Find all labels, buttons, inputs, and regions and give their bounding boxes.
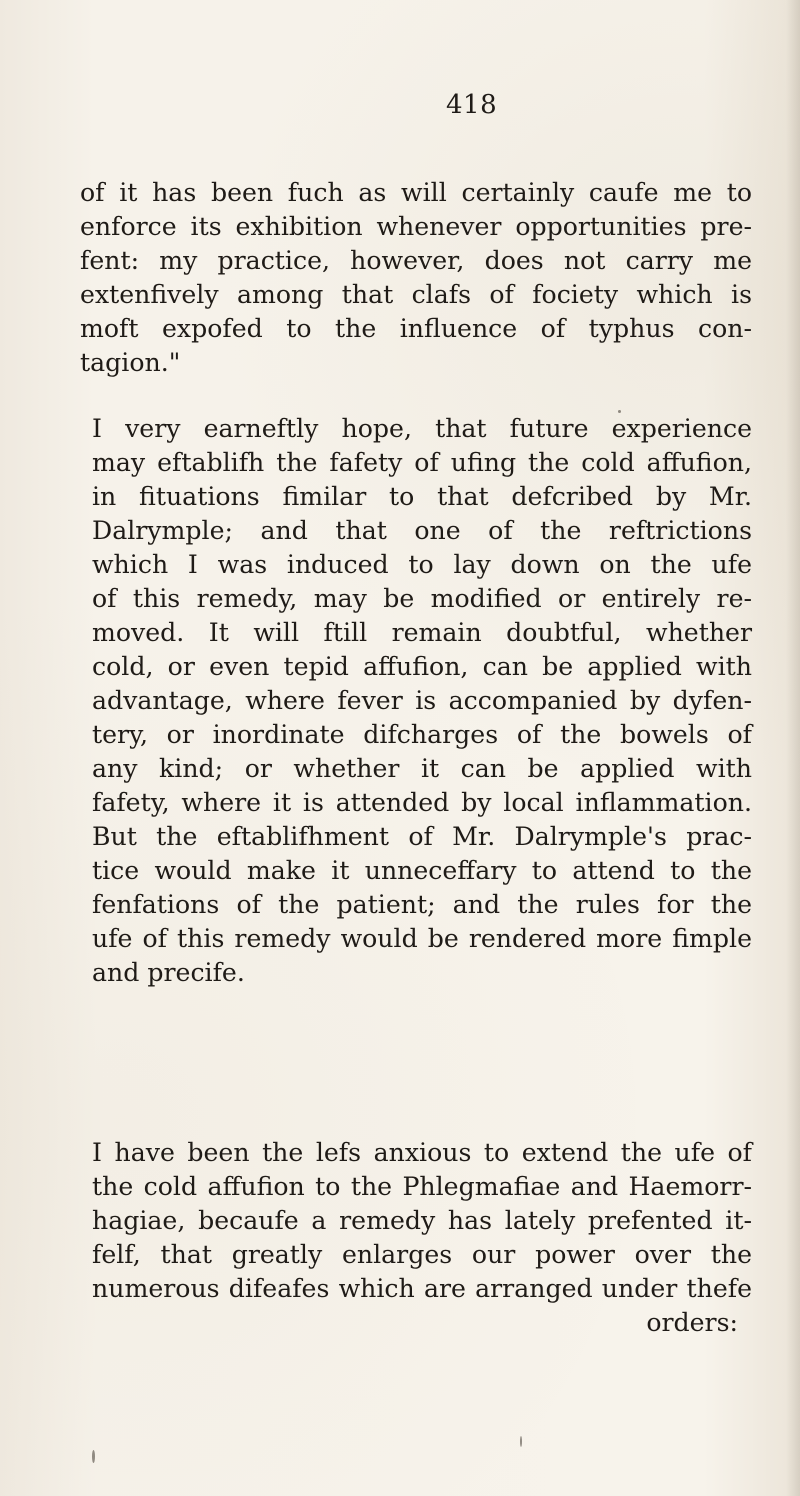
text-line: the cold affufion to the Phlegmafiae and Haemorr-: [92, 1172, 752, 1201]
text-line: hagiae, becaufe a remedy has lately prefented it-: [92, 1206, 752, 1235]
text-line: tagion.": [80, 348, 181, 377]
paragraph-1: [80, 176, 752, 380]
text-line: But the eftablifhment of Mr. Dalrymple's prac-: [92, 822, 752, 851]
text-line: fafety, where it is attended by local inflammation.: [92, 788, 752, 817]
text-line: ufe of this remedy would be rendered more fimple: [92, 924, 752, 953]
text-line: tice would make it unneceffary to attend to the: [92, 856, 752, 885]
paper-speck: [618, 410, 621, 413]
text-line: advantage, where fever is accompanied by dyfen-: [92, 686, 752, 715]
text-line: I have been the lefs anxious to extend the ufe of: [92, 1138, 752, 1167]
text-line: and precife.: [92, 958, 245, 987]
text-line: moft expofed to the influence of typhus con-: [80, 314, 752, 343]
text-line: enforce its exhibition whenever opportunities pre-: [80, 212, 752, 241]
text-line: tery, or inordinate difcharges of the bowels of: [92, 720, 752, 749]
text-line: cold, or even tepid affufion, can be applied with: [92, 652, 752, 681]
text-line: fenfations of the patient; and the rules for the: [92, 890, 752, 919]
paragraph-3: [92, 1136, 752, 1340]
text-line: felf, that greatly enlarges our power over the: [92, 1240, 752, 1269]
paper-speck: [92, 1450, 95, 1463]
text-line: of it has been fuch as will certainly caufe me to: [80, 178, 752, 207]
text-line: any kind; or whether it can be applied with: [92, 754, 752, 783]
text-line: orders:: [646, 1308, 738, 1337]
text-line: fent: my practice, however, does not carry me: [80, 246, 752, 275]
page-edge-shadow: [786, 0, 800, 1496]
text-line: which I was induced to lay down on the ufe: [92, 550, 752, 579]
text-line: numerous difeafes which are arranged under thefe: [92, 1274, 752, 1303]
paragraph-2: [92, 412, 752, 990]
paper-speck: [520, 1436, 522, 1447]
page-number: 418: [446, 90, 498, 120]
text-line: in fituations fimilar to that defcribed by Mr.: [92, 482, 752, 511]
text-line: may eftablifh the fafety of ufing the cold affufion,: [92, 448, 752, 477]
text-line: extenfively among that clafs of fociety which is: [80, 280, 752, 309]
text-line: Dalrymple; and that one of the reftrictions: [92, 516, 752, 545]
text-line: of this remedy, may be modified or entirely re-: [92, 584, 752, 613]
text-line: I very earneftly hope, that future experience: [92, 414, 752, 443]
text-line: moved. It will ftill remain doubtful, whether: [92, 618, 752, 647]
